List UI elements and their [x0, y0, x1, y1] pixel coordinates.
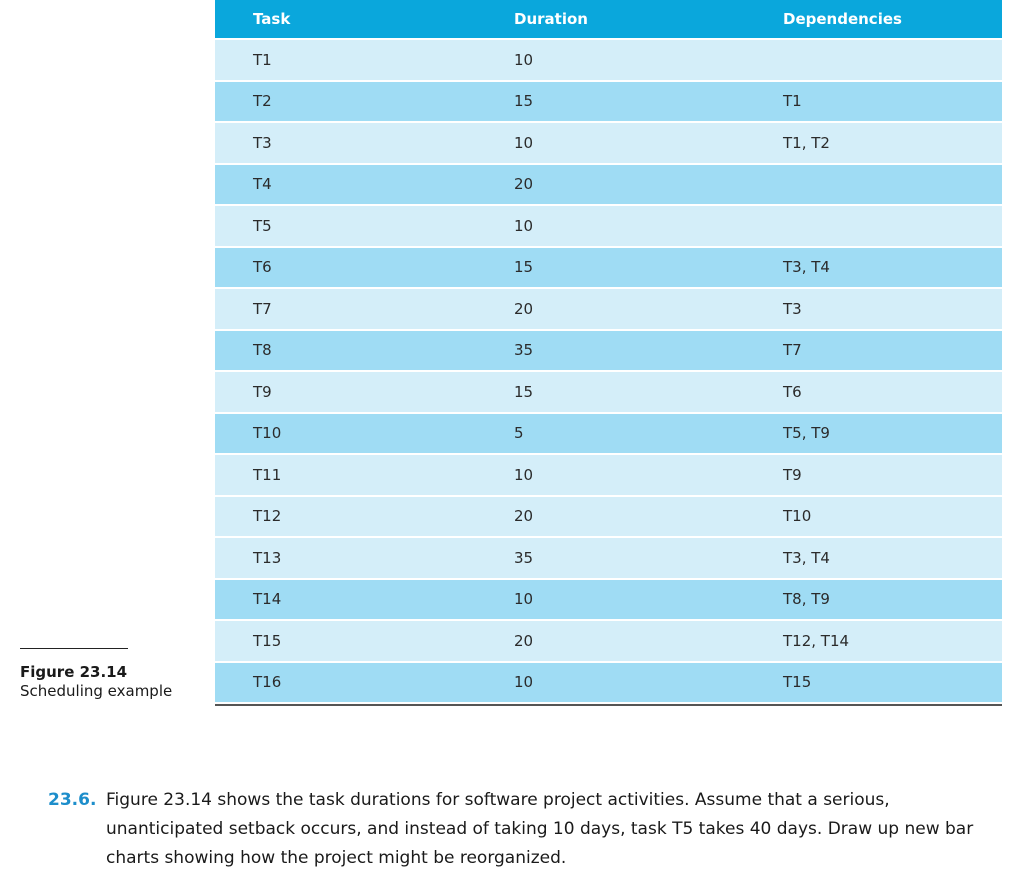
table-bottom-rule — [215, 704, 1002, 706]
table-row — [215, 579, 1002, 621]
cell-dependencies: T6 — [765, 371, 1002, 413]
cell-duration: 10 — [505, 579, 765, 621]
table-row — [215, 81, 1002, 123]
cell-duration: 20 — [505, 164, 765, 206]
table-row — [215, 247, 1002, 289]
header-duration: Duration — [505, 0, 765, 39]
cell-task: T8 — [215, 330, 505, 372]
table-row — [215, 371, 1002, 413]
cell-task: T1 — [215, 39, 505, 81]
table-row — [215, 39, 1002, 81]
cell-duration: 10 — [505, 205, 765, 247]
cell-duration: 35 — [505, 537, 765, 579]
cell-duration: 10 — [505, 39, 765, 81]
cell-duration: 10 — [505, 662, 765, 704]
table-row — [215, 662, 1002, 704]
cell-dependencies: T1, T2 — [765, 122, 1002, 164]
cell-task: T12 — [215, 496, 505, 538]
table-row — [215, 122, 1002, 164]
header-dependencies: Dependencies — [765, 0, 1002, 39]
cell-duration: 20 — [505, 620, 765, 662]
table-row — [215, 454, 1002, 496]
caption-title: Figure 23.14 — [20, 663, 128, 681]
table-row — [215, 164, 1002, 206]
cell-task: T14 — [215, 579, 505, 621]
table-body — [215, 39, 1002, 703]
cell-duration: 15 — [505, 81, 765, 123]
table-row — [215, 330, 1002, 372]
cell-dependencies: T15 — [765, 662, 1002, 704]
cell-task: T3 — [215, 122, 505, 164]
cell-dependencies: T12, T14 — [765, 620, 1002, 662]
figure-caption — [20, 648, 200, 701]
cell-dependencies: T10 — [765, 496, 1002, 538]
exercise-paragraph — [48, 786, 998, 873]
cell-duration: 10 — [505, 454, 765, 496]
table-row — [215, 620, 1002, 662]
cell-task: T10 — [215, 413, 505, 455]
cell-task: T4 — [215, 164, 505, 206]
cell-dependencies: T9 — [765, 454, 1002, 496]
cell-duration: 35 — [505, 330, 765, 372]
cell-dependencies: T8, T9 — [765, 579, 1002, 621]
table-header-row — [215, 0, 1002, 39]
cell-dependencies: T3 — [765, 288, 1002, 330]
cell-task: T2 — [215, 81, 505, 123]
task-table-container — [215, 0, 1002, 706]
exercise-text: Figure 23.14 shows the task durations for software project activities. Assume that a serious, unanticipated setback occurs, and instead of taking 10 days, task T5 takes 40 days. Draw up new bar charts showing how the project might be reorganized. — [106, 790, 974, 868]
header-task: Task — [215, 0, 505, 39]
cell-dependencies: T3, T4 — [765, 537, 1002, 579]
caption-subtitle: Scheduling example — [20, 682, 173, 700]
cell-duration: 15 — [505, 371, 765, 413]
cell-task: T6 — [215, 247, 505, 289]
cell-duration: 10 — [505, 122, 765, 164]
cell-task: T5 — [215, 205, 505, 247]
cell-task: T9 — [215, 371, 505, 413]
table-row — [215, 413, 1002, 455]
cell-duration: 20 — [505, 496, 765, 538]
caption-rule — [20, 648, 128, 649]
table-row — [215, 288, 1002, 330]
cell-task: T16 — [215, 662, 505, 704]
cell-duration: 5 — [505, 413, 765, 455]
cell-task: T7 — [215, 288, 505, 330]
cell-task: T13 — [215, 537, 505, 579]
exercise-number: 23.6. — [48, 790, 97, 810]
cell-dependencies: T1 — [765, 81, 1002, 123]
table-row — [215, 537, 1002, 579]
cell-dependencies: T3, T4 — [765, 247, 1002, 289]
task-table — [215, 0, 1002, 704]
cell-task: T15 — [215, 620, 505, 662]
cell-dependencies: T7 — [765, 330, 1002, 372]
cell-dependencies — [765, 164, 1002, 206]
cell-task: T11 — [215, 454, 505, 496]
cell-duration: 15 — [505, 247, 765, 289]
cell-dependencies — [765, 205, 1002, 247]
cell-dependencies: T5, T9 — [765, 413, 1002, 455]
cell-duration: 20 — [505, 288, 765, 330]
cell-dependencies — [765, 39, 1002, 81]
table-row — [215, 496, 1002, 538]
table-row — [215, 205, 1002, 247]
